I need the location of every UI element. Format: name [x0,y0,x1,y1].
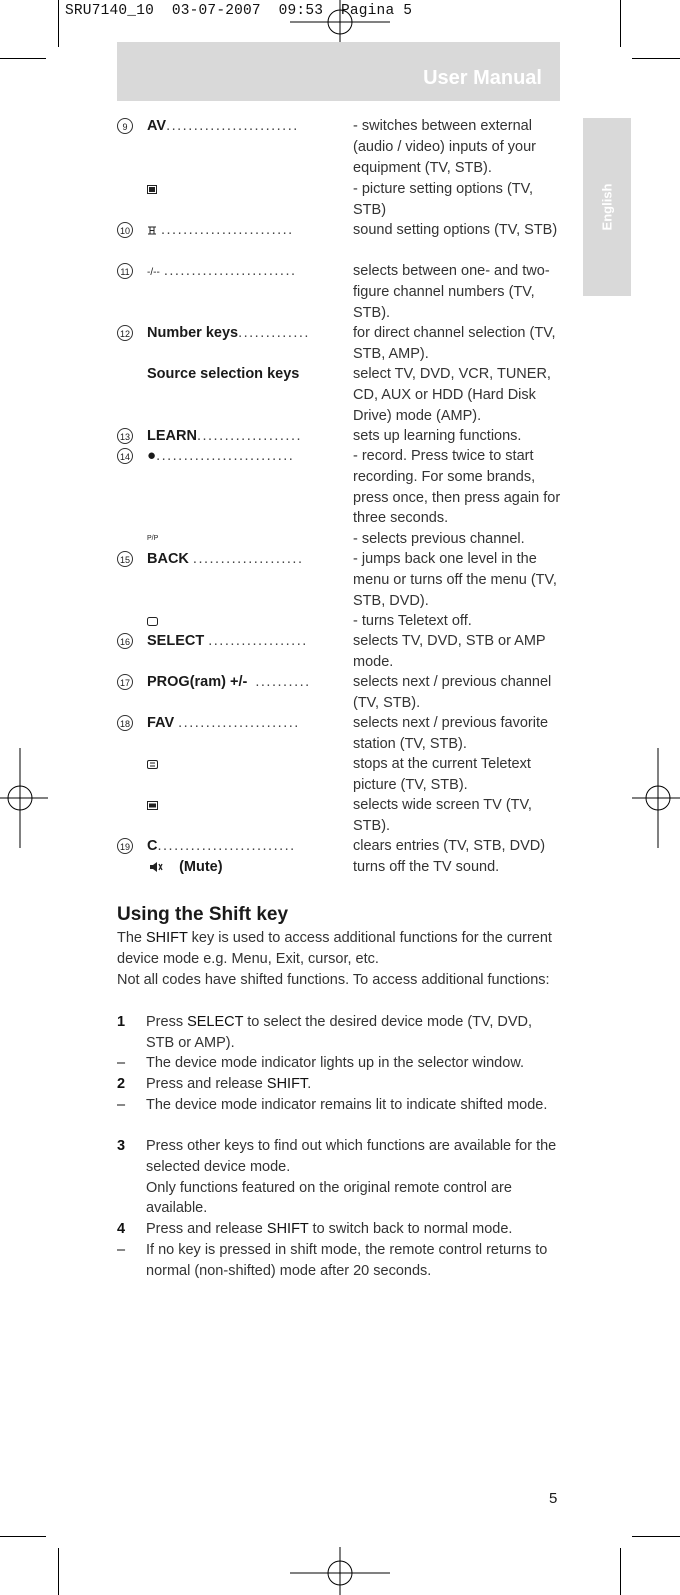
key-name: AV [147,118,167,134]
key-name: (Mute) [179,859,223,875]
leader-dots: .................... [192,551,304,567]
sound-icon [147,226,157,235]
step-4-note: – If no key is pressed in shift mode, the remote control returns to normal (non-shifted) mode after 20 seconds. [117,1242,548,1279]
step-1: 1 Press SELECT to select the desired device mode (TV, DVD, STB or AMP). [117,1014,533,1051]
language-tab [583,118,631,296]
step-3: 3 Press other keys to find out which functions are available for the selected device mode. Only functions featured on the original remote control are available. [117,1138,557,1217]
header-bar [117,42,560,101]
registration-mark-top [290,0,390,48]
item-description: selects between one- and two-figure channel numbers (TV, STB). [353,263,550,321]
language-tab-label: English [599,183,615,231]
header-title: User Manual [423,67,542,89]
item-number: 13 [117,428,133,444]
crop-mark [0,1536,46,1537]
registration-mark-right [632,748,680,848]
item-number: 14 [117,448,133,464]
item-description: selects next / previous channel (TV, STB). [353,674,552,711]
crop-mark [632,1536,680,1537]
leader-dots: ........................ [166,118,299,134]
key-name: Number keys [147,325,239,341]
widescreen-icon [147,801,158,810]
key-name: Source selection keys [147,366,300,382]
leader-dots: ......................... [157,838,296,854]
item-description: - turns Teletext off. [353,613,472,629]
key-name: C [147,838,158,854]
crop-mark [620,1548,621,1595]
leader-dots: ........................ [163,263,297,279]
hold-icon [147,760,158,769]
item-number: 19 [117,838,133,854]
step-2-note: – The device mode indicator remains lit to indicate shifted mode. [117,1097,548,1113]
item-description: - picture setting options (TV, STB) [353,181,533,218]
key-name: FAV [147,715,175,731]
item-number: 18 [117,715,133,731]
record-icon: ● [147,447,157,464]
item-number: 17 [117,674,133,690]
key-name: SELECT [147,633,205,649]
step-1-note: – The device mode indicator lights up in the selector window. [117,1055,525,1071]
leader-dots: ...................... [178,715,300,731]
item-number: 9 [117,118,133,134]
item-description: select TV, DVD, VCR, TUNER, CD, AUX or HDD (Hard Disk Drive) mode (AMP). [353,366,551,424]
print-slug: SRU7140_10 03-07-2007 09:53 Pagina 5 [65,3,413,19]
item-description: sound setting options (TV, STB) [353,222,558,238]
leader-dots: ................... [196,428,302,444]
crop-mark [0,58,46,59]
key-name: LEARN [147,428,197,444]
key-name: BACK [147,551,189,567]
item-number: 12 [117,325,133,341]
item-number: 11 [117,263,133,279]
leader-dots: ............. [238,325,310,341]
step-4: 4 Press and release SHIFT to switch back to normal mode. [117,1221,513,1237]
registration-mark-bottom [290,1547,390,1595]
item-number: 16 [117,633,133,649]
leader-dots: .......... [255,674,311,690]
crop-mark [58,0,59,47]
item-description: - selects previous channel. [353,531,525,547]
section-heading: Using the Shift key [117,904,289,925]
crop-mark [58,1548,59,1595]
item-description: selects wide screen TV (TV, STB). [353,797,532,834]
item-description: turns off the TV sound. [353,859,500,875]
key-name: PROG(ram) +/- [147,674,248,690]
crop-mark [632,58,680,59]
step-2: 2 Press and release SHIFT. [117,1076,312,1092]
item-number: 15 [117,551,133,567]
intro-paragraph: The SHIFT key is used to access additional functions for the current device mode e.g. Menu, Exit, cursor, etc. [117,930,552,967]
item-description: - jumps back one level in the menu or turns off the menu (TV, STB, DVD). [353,551,557,609]
picture-icon [147,185,157,194]
key-name: -/-- [147,267,160,278]
item-description: for direct channel selection (TV, STB, AMP). [353,325,556,362]
item-description: sets up learning functions. [353,428,522,444]
item-description: stops at the current Teletext picture (TV, STB). [353,756,531,793]
intro-paragraph-2: Not all codes have shifted functions. To access additional functions: [117,972,550,988]
item-description: selects next / previous favorite station (TV, STB). [353,715,549,752]
shift-key-label: SHIFT [146,930,188,946]
item-description: selects TV, DVD, STB or AMP mode. [353,633,546,670]
registration-mark-left [0,748,48,848]
teletext-off-icon [147,617,158,626]
leader-dots: ........................ [161,222,294,238]
item-description: clears entries (TV, STB, DVD) [353,838,546,854]
leader-dots: .................. [208,633,308,649]
crop-mark [620,0,621,47]
item-description: - switches between external (audio / video) inputs of your equipment (TV, STB). [353,118,536,176]
item-description: - record. Press twice to start recording. For some brands, press once, then press again for three seconds. [353,448,561,527]
item-number: 10 [117,222,133,238]
previous-channel-icon: P/P [147,535,159,542]
page-number: 5 [549,1490,558,1507]
leader-dots: ......................... [156,448,295,464]
mute-icon [149,861,163,873]
